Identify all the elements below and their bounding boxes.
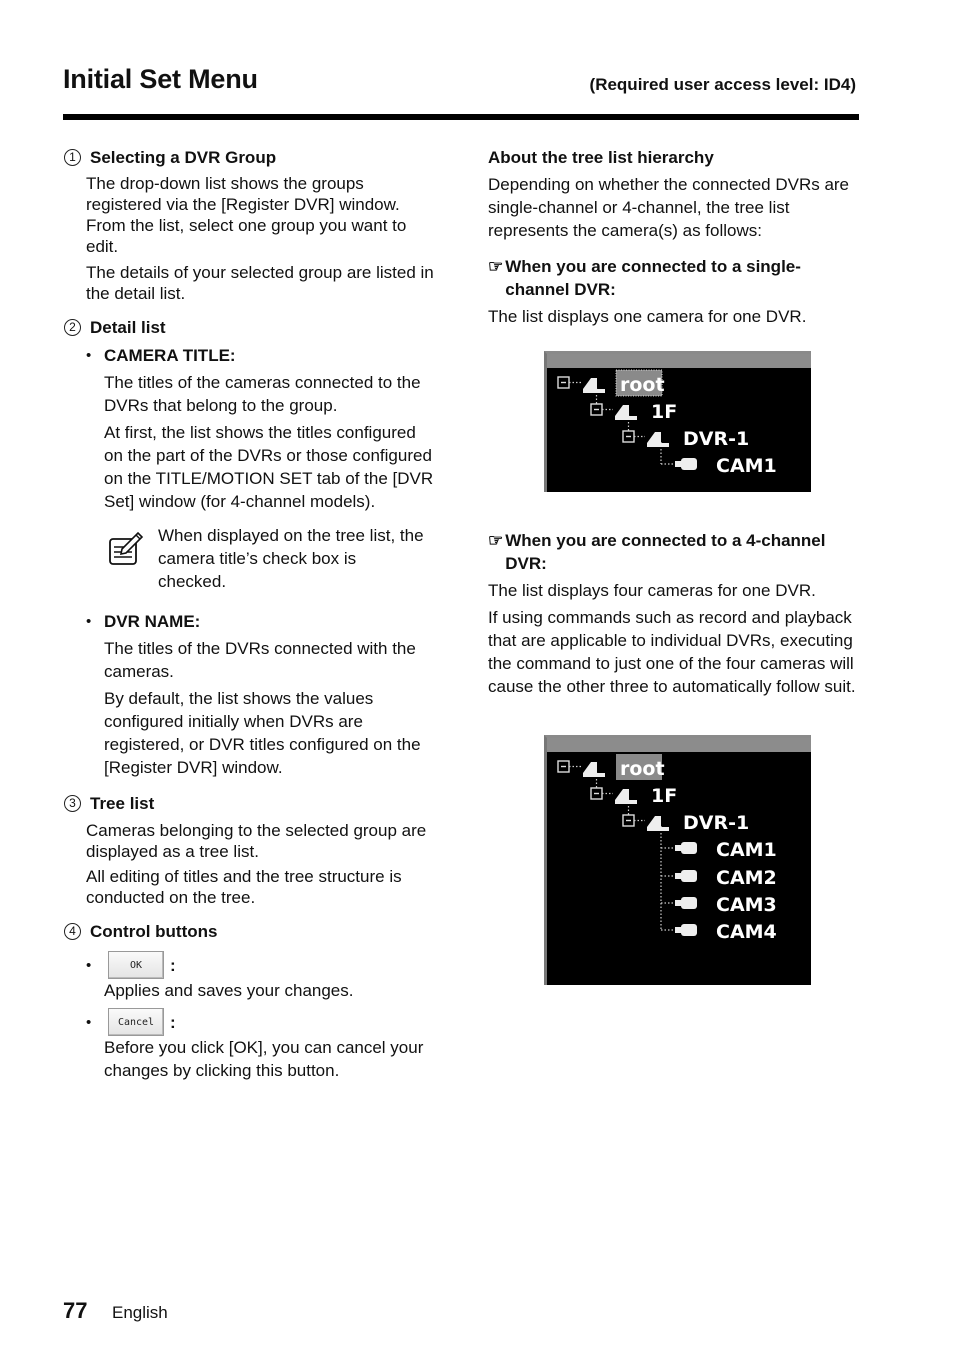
cancel-description: Before you click [OK], you can cancel your changes by clicking this button. bbox=[104, 1038, 424, 1080]
bullet-dot: • bbox=[86, 347, 92, 364]
page-language: English bbox=[112, 1303, 168, 1322]
tree-cam4-label[interactable]: CAM4 bbox=[716, 921, 777, 943]
four-channel-title: When you are connected to a 4-channel DVR: bbox=[505, 531, 826, 573]
single-channel-description: The list displays one camera for one DVR. bbox=[488, 307, 807, 326]
section-3-heading bbox=[64, 792, 439, 815]
tree-cam-label[interactable]: CAM1 bbox=[716, 455, 777, 477]
section-4-number: 4 bbox=[64, 923, 81, 940]
four-channel-description-1: The list displays four cameras for one DVR. bbox=[488, 581, 816, 600]
section-4-title: Control buttons bbox=[90, 922, 218, 941]
four-channel-description-2: If using commands such as record and playback that are applicable to individual DVRs, executing the command to just one of the four cameras will cause the other three to automatically follow suit. bbox=[488, 608, 856, 696]
bullet-camera-title bbox=[64, 344, 439, 367]
section-3-number: 3 bbox=[64, 795, 81, 812]
section-1-paragraph-1: The drop-down list shows the groups registered via the [Register DVR] window. From the list, select one group you want to edit. bbox=[86, 174, 407, 256]
tree-cam3-label[interactable]: CAM3 bbox=[716, 894, 777, 916]
tree-dvr-label[interactable]: DVR-1 bbox=[683, 428, 750, 450]
dvr-name-paragraph-1: The titles of the DVRs connected with the cameras. bbox=[104, 639, 416, 681]
single-channel-heading bbox=[488, 255, 860, 301]
page-number: 77 bbox=[63, 1298, 88, 1323]
hierarchy-heading: About the tree list hierarchy bbox=[488, 148, 714, 167]
section-1-title: Selecting a DVR Group bbox=[90, 148, 277, 167]
tree-dvr-label[interactable]: DVR-1 bbox=[683, 812, 750, 834]
memo-note bbox=[64, 524, 439, 593]
section-1-heading bbox=[64, 146, 439, 169]
section-1-paragraph-2: The details of your selected group are listed in the detail list. bbox=[86, 263, 434, 303]
title-rule bbox=[63, 114, 859, 120]
dvr-name-label: DVR NAME: bbox=[104, 612, 201, 631]
left-column bbox=[64, 146, 439, 1082]
ok-button[interactable]: OK bbox=[108, 951, 164, 979]
tree-cam1-label[interactable]: CAM1 bbox=[716, 839, 777, 861]
section-2-heading bbox=[64, 316, 439, 339]
camera-title-label: CAMERA TITLE: bbox=[104, 346, 236, 365]
tree-root-label[interactable]: root bbox=[620, 374, 665, 396]
right-column-lower bbox=[488, 529, 860, 698]
memo-note-text: When displayed on the tree list, the camera title’s check box is checked. bbox=[158, 526, 424, 591]
section-1-number: 1 bbox=[64, 149, 81, 166]
page-title: Initial Set Menu bbox=[63, 64, 258, 94]
four-channel-tree-screenshot bbox=[544, 735, 811, 985]
bullet-dvr-name bbox=[64, 610, 439, 633]
tree-floor-label[interactable]: 1F bbox=[651, 785, 678, 807]
single-channel-tree-svg bbox=[547, 354, 811, 492]
bullet-ok bbox=[64, 951, 439, 979]
section-3-title: Tree list bbox=[90, 794, 155, 813]
pointing-hand-icon: ☞ bbox=[488, 257, 504, 276]
hierarchy-intro: Depending on whether the connected DVRs are single-channel or 4-channel, the tree list represents the camera(s) as follows: bbox=[488, 175, 850, 240]
dvr-name-paragraph-2: By default, the list shows the values configured initially when DVRs are registered, or DVR titles configured on the [Register DVR] window. bbox=[104, 689, 421, 777]
memo-pencil-icon bbox=[108, 524, 158, 593]
tree-root-label[interactable]: root bbox=[620, 758, 665, 780]
cancel-colon: : bbox=[170, 1012, 176, 1032]
tree-floor-label[interactable]: 1F bbox=[651, 401, 678, 423]
ok-colon: : bbox=[170, 955, 176, 975]
ok-description: Applies and saves your changes. bbox=[104, 981, 354, 1000]
tree-cam2-label[interactable]: CAM2 bbox=[716, 867, 777, 889]
camera-title-paragraph-1: The titles of the cameras connected to the DVRs that belong to the group. bbox=[104, 373, 421, 415]
right-column bbox=[488, 146, 860, 328]
bullet-dot: • bbox=[86, 613, 92, 630]
pointing-hand-icon: ☞ bbox=[488, 531, 504, 550]
bullet-cancel bbox=[64, 1008, 439, 1036]
single-channel-tree-screenshot bbox=[544, 351, 811, 492]
four-channel-heading bbox=[488, 529, 860, 575]
camera-title-paragraph-2: At first, the list shows the titles configured on the part of the DVRs or those configured on the TITLE/MOTION SET tab of the [DVR Set] window (for 4-channel models). bbox=[104, 423, 434, 511]
cancel-button[interactable]: Cancel bbox=[108, 1008, 164, 1036]
section-3-paragraph-2: All editing of titles and the tree structure is conducted on the tree. bbox=[86, 867, 402, 907]
single-channel-title: When you are connected to a single-channel DVR: bbox=[505, 257, 801, 299]
section-4-heading bbox=[64, 920, 439, 943]
bullet-dot: • bbox=[86, 956, 92, 974]
section-2-title: Detail list bbox=[90, 318, 166, 337]
bullet-dot: • bbox=[86, 1013, 92, 1031]
section-3-paragraph-1: Cameras belonging to the selected group are displayed as a tree list. bbox=[86, 821, 427, 861]
access-level-note: (Required user access level: ID4) bbox=[589, 75, 856, 94]
section-2-number: 2 bbox=[64, 319, 81, 336]
four-channel-tree-svg bbox=[547, 738, 811, 985]
